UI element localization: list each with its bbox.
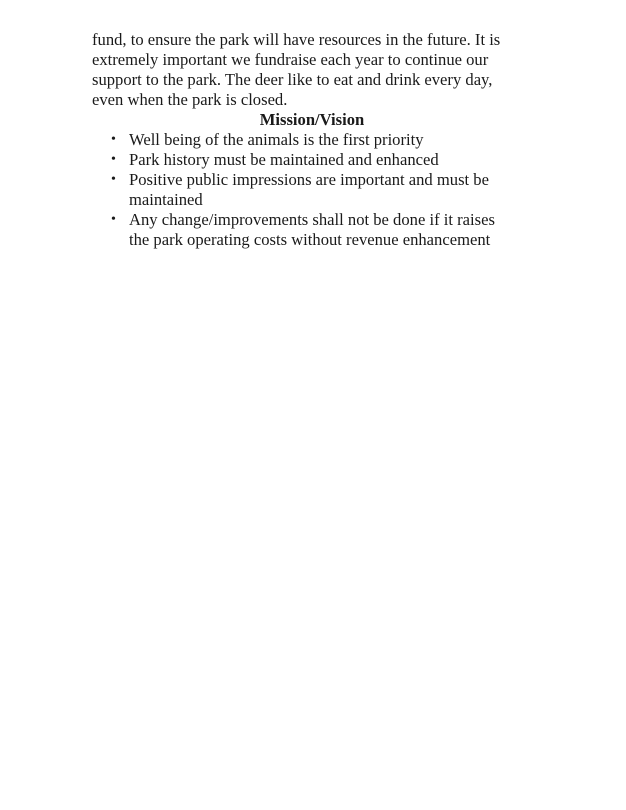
list-item-line: Positive public impressions are important and must be [129, 170, 489, 189]
mission-bullet-list [92, 130, 537, 250]
list-item-line: Any change/improvements shall not be done if it raises [129, 210, 495, 229]
page-content [92, 30, 537, 250]
bullet-icon: • [111, 132, 116, 147]
bullet-icon: • [111, 172, 116, 187]
list-item [92, 130, 537, 150]
intro-paragraph [92, 30, 537, 110]
list-item [92, 150, 537, 170]
bullet-icon: • [111, 212, 116, 227]
list-item-line: Well being of the animals is the first priority [129, 130, 424, 149]
bullet-icon: • [111, 152, 116, 167]
list-item-line: the park operating costs without revenue enhancement [129, 230, 491, 249]
paragraph-line: support to the park. The deer like to eat and drink every day, [92, 70, 493, 89]
list-item [92, 210, 537, 250]
list-item [92, 170, 537, 210]
list-item-line: Park history must be maintained and enhanced [129, 150, 439, 169]
paragraph-line: extremely important we fundraise each year to continue our [92, 50, 489, 69]
paragraph-line: fund, to ensure the park will have resources in the future. It is [92, 30, 501, 49]
section-heading: Mission/Vision [259, 110, 365, 129]
paragraph-line: even when the park is closed. [92, 90, 288, 109]
list-item-line: maintained [129, 190, 203, 209]
